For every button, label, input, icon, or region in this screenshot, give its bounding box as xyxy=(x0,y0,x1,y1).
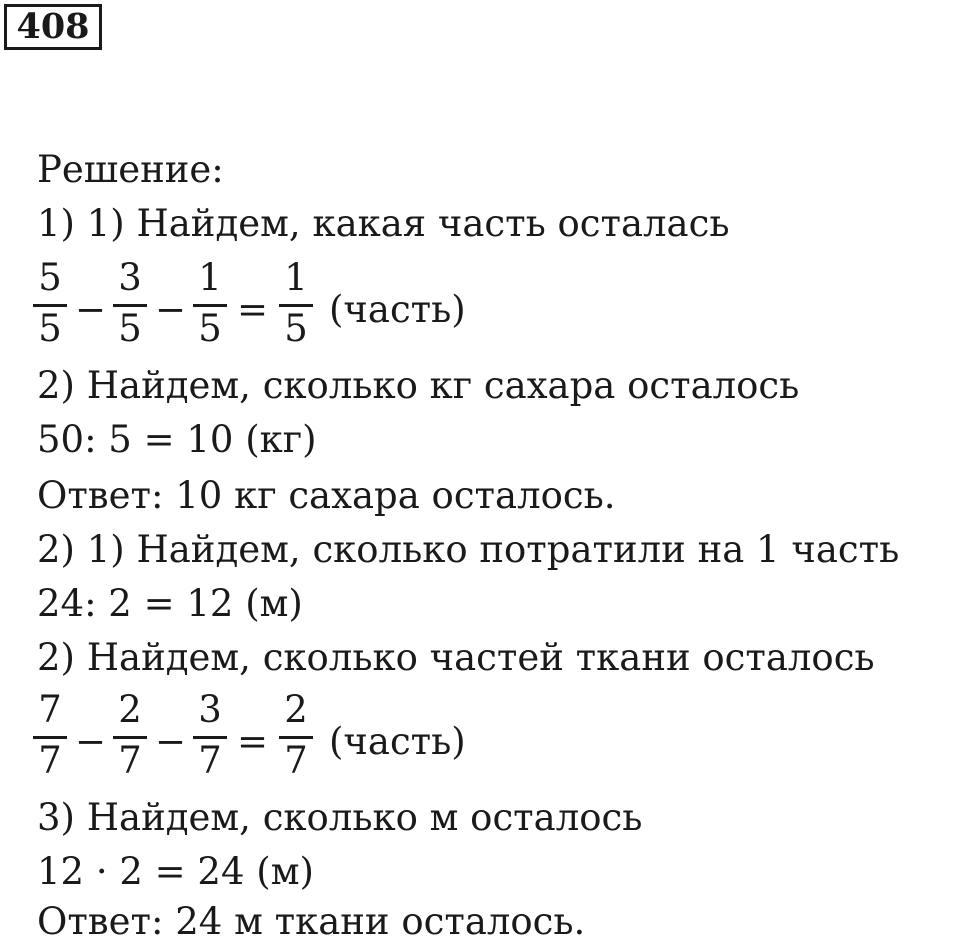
equals-sign: = xyxy=(237,288,269,331)
denominator: 5 xyxy=(198,307,222,350)
fraction xyxy=(193,690,227,785)
task-number: 408 xyxy=(4,4,102,50)
fraction xyxy=(193,258,227,353)
fraction-expression-2 xyxy=(33,690,633,800)
step-2-1: 2) 1) Найдем, сколько потратили на 1 часть xyxy=(37,528,900,571)
calc-3: 12 · 2 = 24 (м) xyxy=(37,850,314,893)
fraction xyxy=(113,690,147,785)
denominator: 5 xyxy=(38,307,62,350)
numerator: 1 xyxy=(284,256,308,299)
equals-sign: = xyxy=(237,720,269,763)
minus-sign: − xyxy=(75,288,107,331)
step-2-3: 3) Найдем, сколько м осталось xyxy=(37,796,643,839)
fraction xyxy=(279,690,313,785)
minus-sign: − xyxy=(155,288,187,331)
denominator: 7 xyxy=(118,739,142,782)
denominator: 7 xyxy=(284,739,308,782)
answer-2: Ответ: 24 м ткани осталось. xyxy=(37,900,586,943)
step-1-1: 1) 1) Найдем, какая часть осталась xyxy=(37,202,730,245)
numerator: 7 xyxy=(38,688,62,731)
answer-1: Ответ: 10 кг сахара осталось. xyxy=(37,474,616,517)
unit-label: (часть) xyxy=(329,720,466,763)
fraction xyxy=(279,258,313,353)
fraction xyxy=(33,690,67,785)
fraction xyxy=(113,258,147,353)
minus-sign: − xyxy=(155,720,187,763)
fraction-expression-1 xyxy=(33,258,633,368)
numerator: 2 xyxy=(118,688,142,731)
calc-1: 50: 5 = 10 (кг) xyxy=(37,418,317,461)
denominator: 5 xyxy=(284,307,308,350)
unit-label: (часть) xyxy=(329,288,466,331)
step-2-2: 2) Найдем, сколько частей ткани осталось xyxy=(37,636,875,679)
denominator: 7 xyxy=(198,739,222,782)
numerator: 1 xyxy=(198,256,222,299)
denominator: 7 xyxy=(38,739,62,782)
step-1-2: 2) Найдем, сколько кг сахара осталось xyxy=(37,364,800,407)
numerator: 3 xyxy=(118,256,142,299)
numerator: 3 xyxy=(198,688,222,731)
numerator: 5 xyxy=(38,256,62,299)
calc-2: 24: 2 = 12 (м) xyxy=(37,582,303,625)
fraction xyxy=(33,258,67,353)
solution-heading: Решение: xyxy=(37,148,224,191)
denominator: 5 xyxy=(118,307,142,350)
minus-sign: − xyxy=(75,720,107,763)
numerator: 2 xyxy=(284,688,308,731)
